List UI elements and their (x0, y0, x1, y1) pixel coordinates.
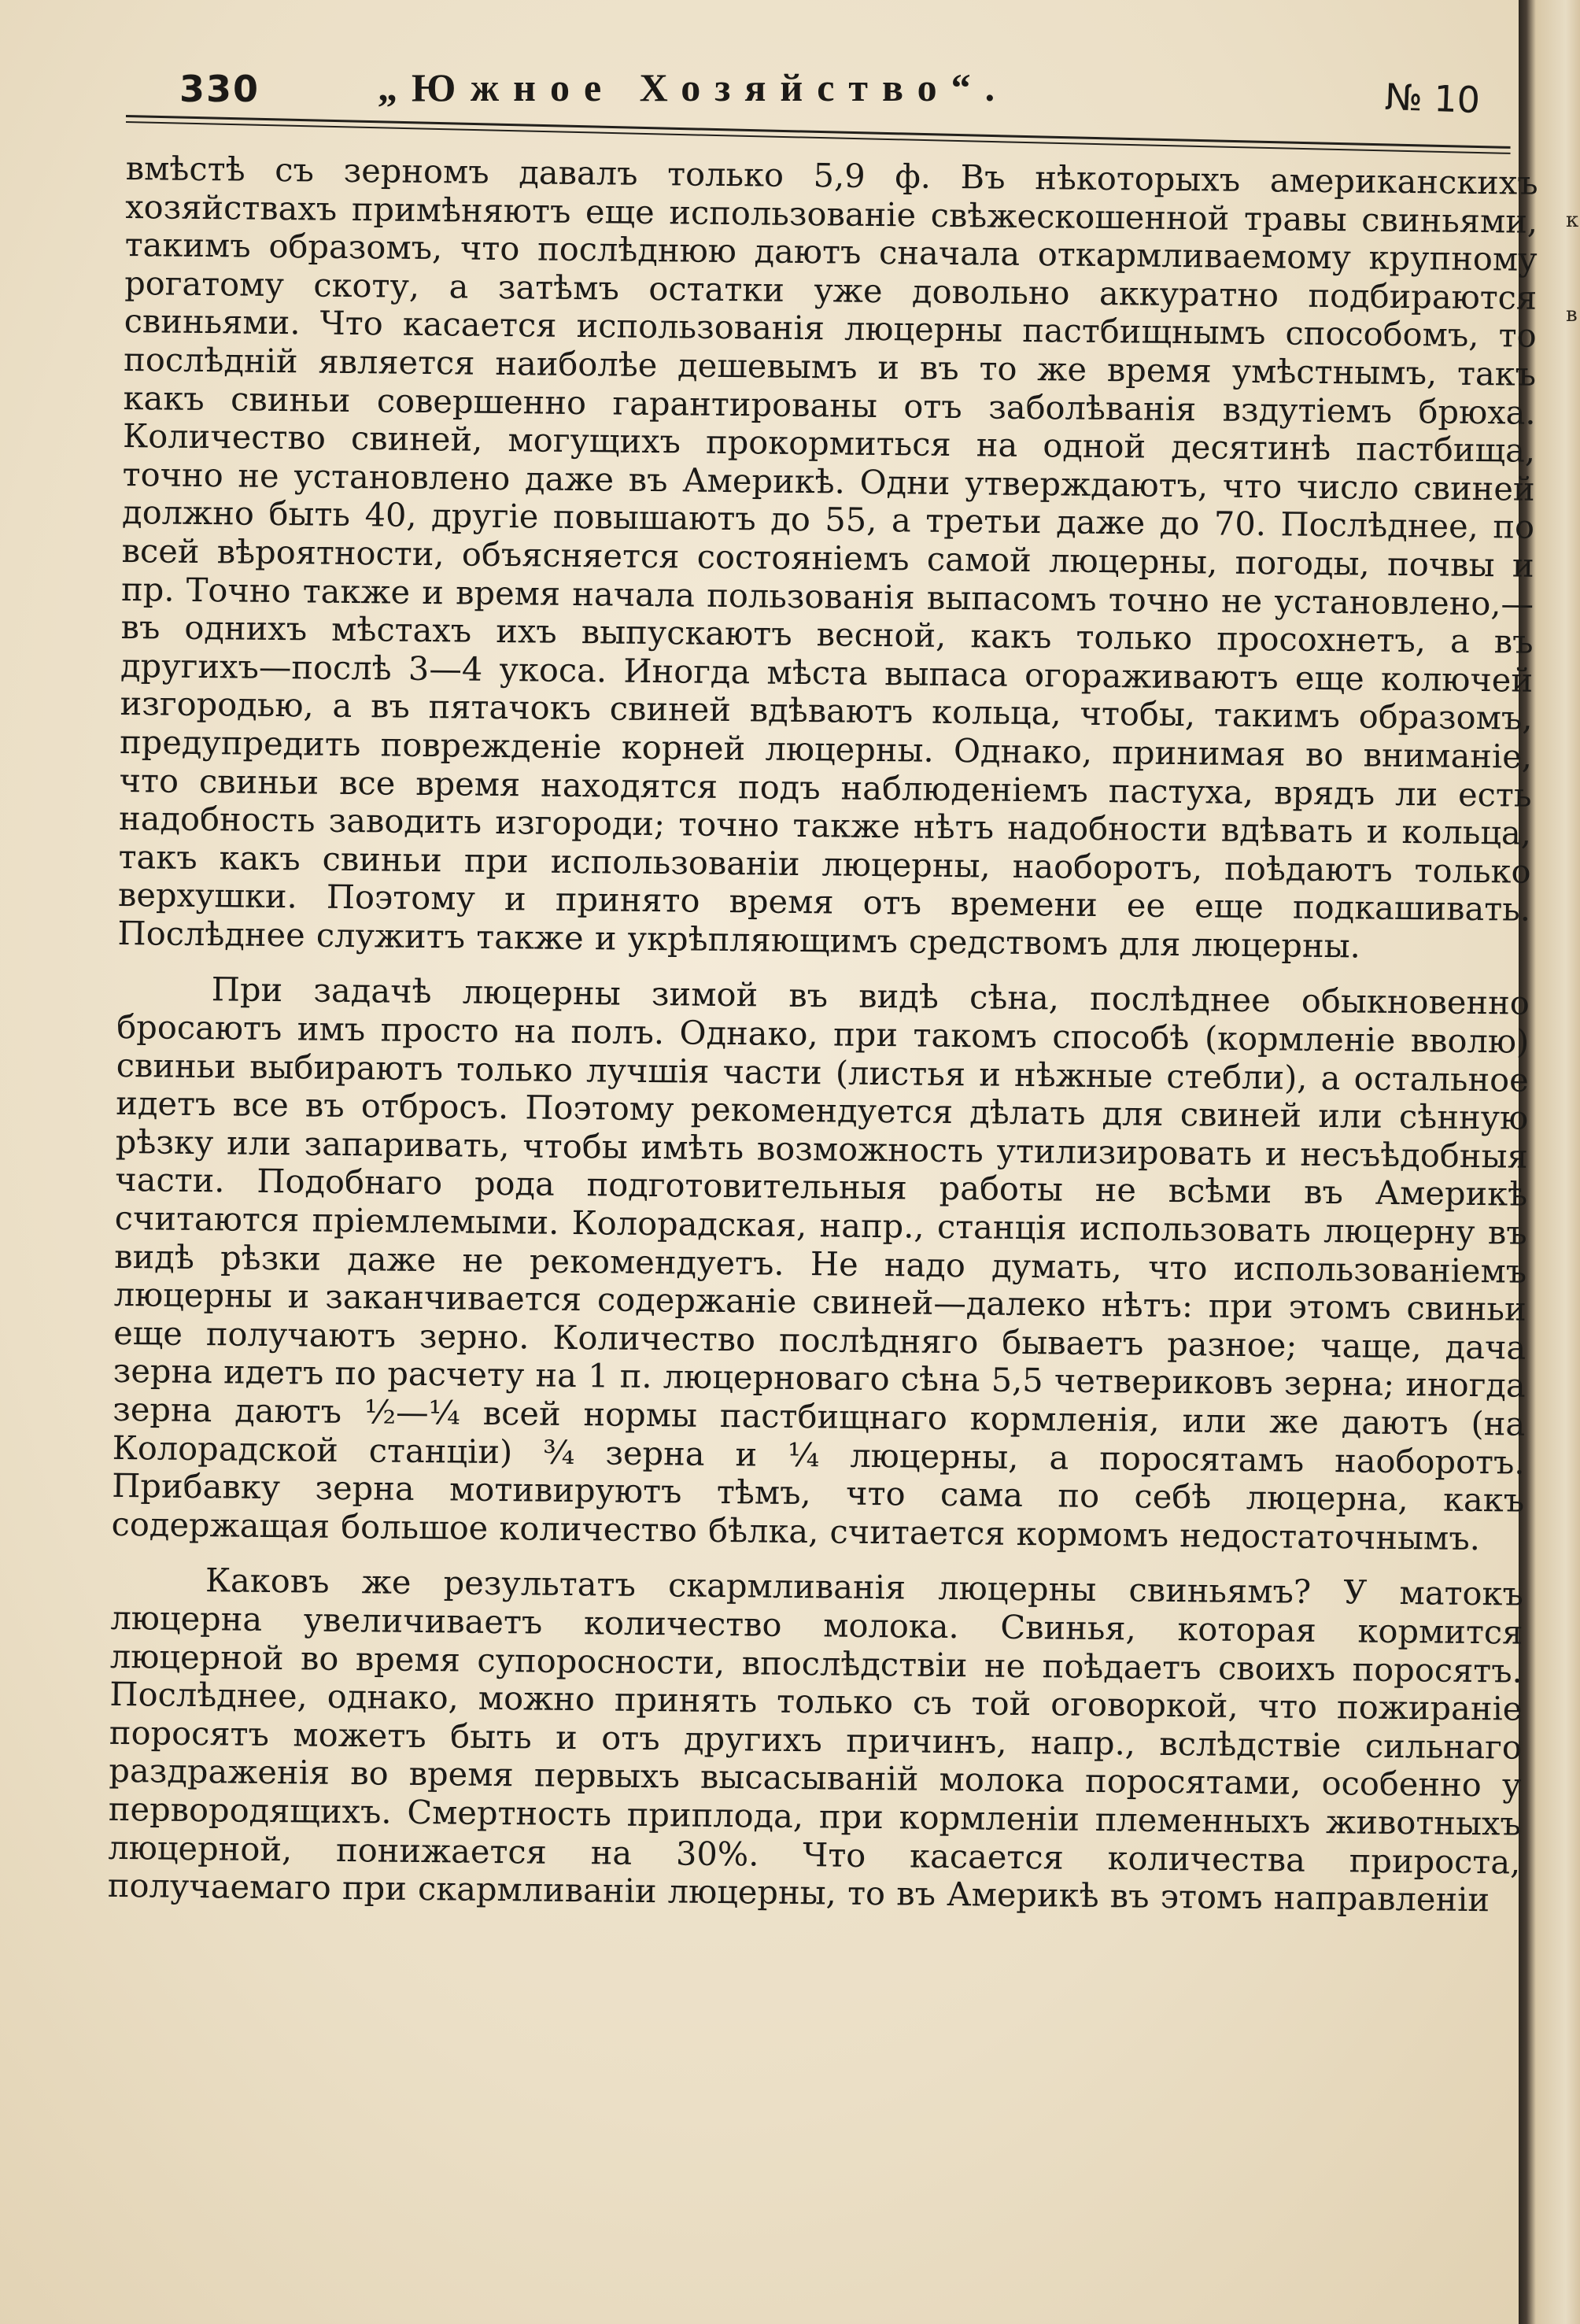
next-page-edge-letters: к в (1566, 209, 1579, 327)
paragraph-3: Каковъ же результатъ скармливанія люцерны свиньямъ? У матокъ люцерна увеличиваетъ количество молока. Свинья, которая кормится люцерной во время супоросности, впослѣдствіи не поѣдаетъ своихъ поросятъ. Послѣднее, однако, можно принять только съ той оговоркой, что пожираніе поросятъ можетъ быть и отъ другихъ причинъ, напр., вслѣдствіе сильнаго раздраженія во время первыхъ высасываній молока поросятами, особенно у первородящихъ. Смертность приплода, при кормленіи племенныхъ животныхъ люцерной, понижается на 30%. Что касается количества прироста, получаемаго при скармливаніи люцерны, то въ Америкѣ въ этомъ направленіи (107, 1561, 1524, 1919)
issue-number: № 10 (1384, 75, 1481, 122)
journal-title: „Южное Хозяйство“. (378, 65, 1010, 109)
page-number: 330 (179, 68, 260, 110)
running-header (126, 61, 1495, 124)
paragraph-1: вмѣстѣ съ зерномъ давалъ только 5,9 ф. Въ нѣкоторыхъ американскихъ хозяйствахъ примѣняютъ еще использованіе свѣжескошенной травы свиньями, такимъ образомъ, что послѣднюю даютъ сначала откармливаемому крупному рогатому скоту, а затѣмъ остатки уже довольно аккуратно подбираются свиньями. Что касается использованія люцерны пастбищнымъ способомъ, то послѣдній является наиболѣе дешевымъ и въ то же время умѣстнымъ, такъ какъ свиньи совершенно гарантированы отъ заболѣванія вздутіемъ брюха. Количество свиней, могущихъ прокормиться на одной десятинѣ пастбища, точно не установлено даже въ Америкѣ. Одни утверждаютъ, что число свиней должно быть 40, другіе повышаютъ до 55, а третьи даже до 70. Послѣднее, по всей вѣроятности, объясняется состояніемъ самой люцерны, погоды, почвы и пр. Точно также и время начала пользованія выпасомъ точно не установлено,—въ однихъ мѣстахъ ихъ выпускаютъ весной, какъ только просохнетъ, а въ другихъ—послѣ 3—4 укоса. Иногда мѣста выпаса огораживаютъ еще колючей изгородью, а въ пятачокъ свиней вдѣваютъ кольца, чтобы, такимъ образомъ, предупредить поврежденіе корней люцерны. Однако, принимая во вниманіе, что свиньи все время находятся подъ наблюденіемъ пастуха, врядъ ли есть надобность заводить изгороди; точно также нѣтъ надобности вдѣвать и кольца, такъ какъ свиньи при использованіи люцерны, наоборотъ, поѣдаютъ только верхушки. Поэтому и принято время отъ времени ее еще подкашивать. Послѣднее служитъ также и укрѣпляющимъ средствомъ для люцерны. (117, 149, 1538, 966)
article-body (108, 150, 1538, 1919)
paragraph-2: При задачѣ люцерны зимой въ видѣ сѣна, послѣднее обыкновенно бросаютъ имъ просто на полъ. Однако, при такомъ способѣ (кормленіе вволю) свиньи выбираютъ только лучшія части (листья и нѣжные стебли), а остальное идетъ все въ отбросъ. Поэтому рекомендуется дѣлать для свиней или сѣнную рѣзку или запаривать, чтобы имѣть возможность утилизировать и несъѣдобныя части. Подобнаго рода подготовительныя работы не всѣми въ Америкѣ считаются пріемлемыми. Колорадская, напр., станція использовать люцерну въ видѣ рѣзки даже не рекомендуетъ. Не надо думать, что использованіемъ люцерны и заканчивается содержаніе свиней—далеко нѣтъ: при этомъ свиньи еще получаютъ зерно. Количество послѣдняго бываетъ разное; чаще, дача зерна идетъ по расчету на 1 п. люцерноваго сѣна 5,5 четвериковъ зерна; иногда зерна даютъ ½—¼ всей нормы пастбищнаго кормленія, или же даютъ (на Колорадской станціи) ¾ зерна и ¼ люцерны, а поросятамъ наоборотъ. Прибавку зерна мотивируютъ тѣмъ, что сама по себѣ люцерна, какъ содержащая большое количество бѣлка, считается кормомъ недостаточнымъ. (111, 970, 1530, 1557)
header-rule-thin (126, 121, 1511, 154)
